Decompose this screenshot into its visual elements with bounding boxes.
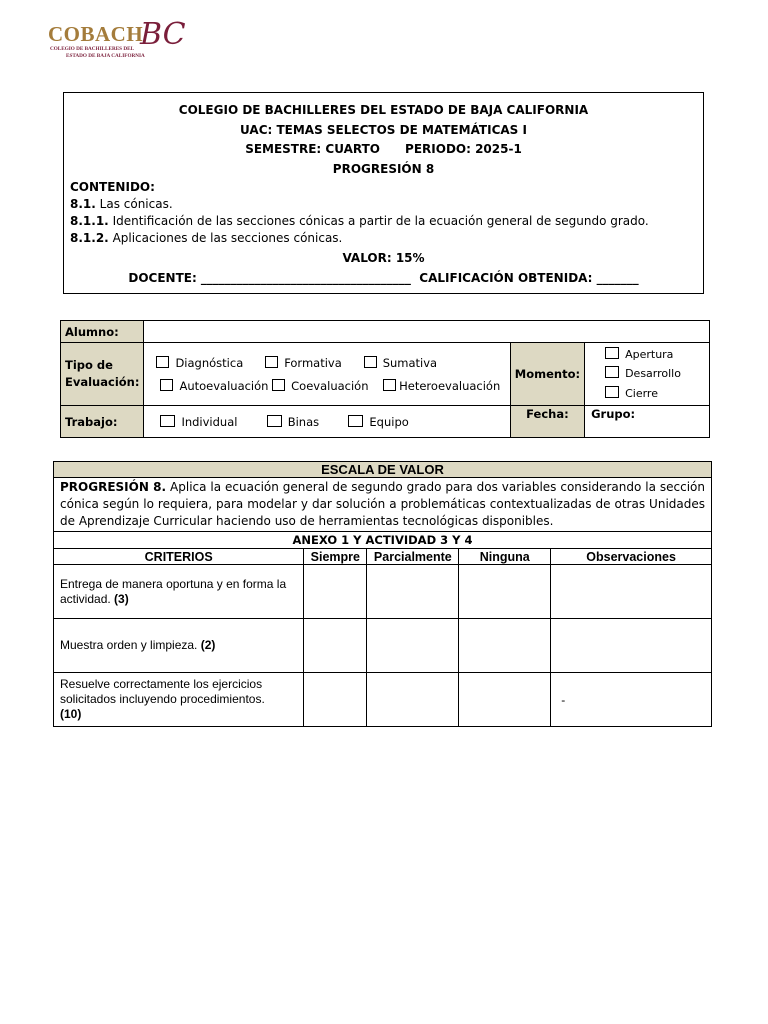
uac-title: UAC: TEMAS SELECTOS DE MATEMÁTICAS I xyxy=(240,122,527,137)
option-binas[interactable]: Binas xyxy=(267,415,319,429)
cell-observaciones[interactable] xyxy=(551,619,712,673)
progression-title: PROGRESIÓN 8 xyxy=(332,161,435,176)
col-criterios: CRITERIOS xyxy=(54,549,304,565)
option-formativa[interactable]: Formativa xyxy=(265,351,342,375)
checkbox[interactable] xyxy=(160,415,175,427)
checkbox[interactable] xyxy=(267,415,282,427)
col-parcialmente: Parcialmente xyxy=(367,549,459,565)
option-heteroevaluacion[interactable]: Heteroevaluación xyxy=(383,375,500,397)
cell-parcialmente[interactable] xyxy=(367,673,459,727)
work-type-options xyxy=(144,406,510,438)
option-equipo[interactable]: Equipo xyxy=(348,415,408,429)
criterion-text: Resuelve correctamente los ejercicios solicitados incluyendo procedimientos. (10) xyxy=(54,673,304,727)
student-info-table xyxy=(60,320,710,438)
rating-scale-table xyxy=(53,461,712,727)
checkbox[interactable] xyxy=(605,347,619,359)
col-observaciones: Observaciones xyxy=(551,549,712,565)
cell-siempre[interactable] xyxy=(304,673,367,727)
checkbox[interactable] xyxy=(265,356,278,368)
logo-subtitle-line2: ESTADO DE BAJA CALIFORNIA xyxy=(66,53,145,59)
cell-ninguna[interactable] xyxy=(459,619,551,673)
option-sumativa[interactable]: Sumativa xyxy=(364,351,437,375)
option-cierre[interactable]: Cierre xyxy=(605,386,705,402)
period: PERIODO: 2025-1 xyxy=(405,142,522,156)
option-individual[interactable]: Individual xyxy=(160,415,237,429)
col-siempre: Siempre xyxy=(304,549,367,565)
date-label: Fecha: xyxy=(510,406,584,438)
option-autoevaluacion[interactable]: Autoevaluación xyxy=(160,375,268,397)
cell-parcialmente[interactable] xyxy=(367,565,459,619)
checkbox[interactable] xyxy=(364,356,377,368)
option-apertura[interactable]: Apertura xyxy=(605,347,705,362)
cell-siempre[interactable] xyxy=(304,619,367,673)
checkbox[interactable] xyxy=(272,379,285,391)
moment-label: Momento: xyxy=(510,343,584,406)
checkbox[interactable] xyxy=(348,415,363,427)
progression-description: PROGRESIÓN 8. Aplica la ecuación general de segundo grado para dos variables considerando la sección cónica según lo requiera, para modelar y dar solución a problemáticas contextualizadas de otras Unidades de Aprendizaje Curricular haciendo uso de herramientas tecnológicas disponibles. xyxy=(54,478,712,532)
logo-subtitle-line1: COLEGIO DE BACHILLERES DEL xyxy=(50,46,135,52)
criterion-row xyxy=(54,673,712,727)
cell-parcialmente[interactable] xyxy=(367,619,459,673)
column-headers xyxy=(54,549,712,565)
checkbox[interactable] xyxy=(156,356,169,368)
cobach-logo xyxy=(48,17,188,62)
cell-observaciones[interactable] xyxy=(551,565,712,619)
evaluation-type-label: Tipo de Evaluación: xyxy=(61,343,144,406)
cell-ninguna[interactable] xyxy=(459,673,551,727)
work-type-label: Trabajo: xyxy=(61,406,144,438)
checkbox[interactable] xyxy=(160,379,173,391)
grade-field[interactable]: CALIFICACIÓN OBTENIDA: _______ xyxy=(419,271,639,285)
logo-wordmark: COBACH xyxy=(48,22,144,46)
criterion-text: Muestra orden y limpieza. (2) xyxy=(54,619,304,673)
content-label: CONTENIDO: xyxy=(70,180,155,194)
criterion-row xyxy=(54,565,712,619)
col-ninguna: Ninguna xyxy=(459,549,551,565)
group-label: Grupo: xyxy=(591,407,636,421)
criterion-text: Entrega de manera oportuna y en forma la actividad. (3) xyxy=(54,565,304,619)
option-coevaluacion[interactable]: Coevaluación xyxy=(272,375,368,397)
teacher-field[interactable]: DOCENTE: ___________________________________ xyxy=(128,271,411,285)
semester-period xyxy=(70,140,697,160)
logo-bc-mark: BC xyxy=(140,17,186,52)
group-field[interactable] xyxy=(585,406,710,438)
semester: SEMESTRE: CUARTO xyxy=(245,142,380,156)
scale-title: ESCALA DE VALOR xyxy=(54,462,712,478)
evaluation-type-options xyxy=(144,343,510,406)
value-percent: VALOR: 15% xyxy=(342,251,425,265)
cell-observaciones[interactable]: - xyxy=(551,673,712,727)
student-name-field[interactable] xyxy=(144,321,710,343)
criterion-row xyxy=(54,619,712,673)
option-diagnostica[interactable]: Diagnóstica xyxy=(156,351,243,375)
moment-options xyxy=(585,343,710,406)
option-desarrollo[interactable]: Desarrollo xyxy=(605,362,705,386)
checkbox[interactable] xyxy=(383,379,396,391)
content-item: 8.1. Las cónicas. xyxy=(70,197,173,211)
content-item: 8.1.2. Aplicaciones de las secciones cónicas. xyxy=(70,231,343,245)
annex-activity: ANEXO 1 Y ACTIVIDAD 3 Y 4 xyxy=(54,532,712,549)
cell-ninguna[interactable] xyxy=(459,565,551,619)
student-label: Alumno: xyxy=(61,321,144,343)
cell-siempre[interactable] xyxy=(304,565,367,619)
institution-title: COLEGIO DE BACHILLERES DEL ESTADO DE BAJA CALIFORNIA xyxy=(178,103,589,117)
document-header xyxy=(63,92,704,294)
teacher-grade-line xyxy=(70,268,697,289)
checkbox[interactable] xyxy=(605,386,619,398)
checkbox[interactable] xyxy=(605,366,619,378)
content-item: 8.1.1. Identificación de las secciones cónicas a partir de la ecuación general de segundo grado. xyxy=(70,214,649,228)
